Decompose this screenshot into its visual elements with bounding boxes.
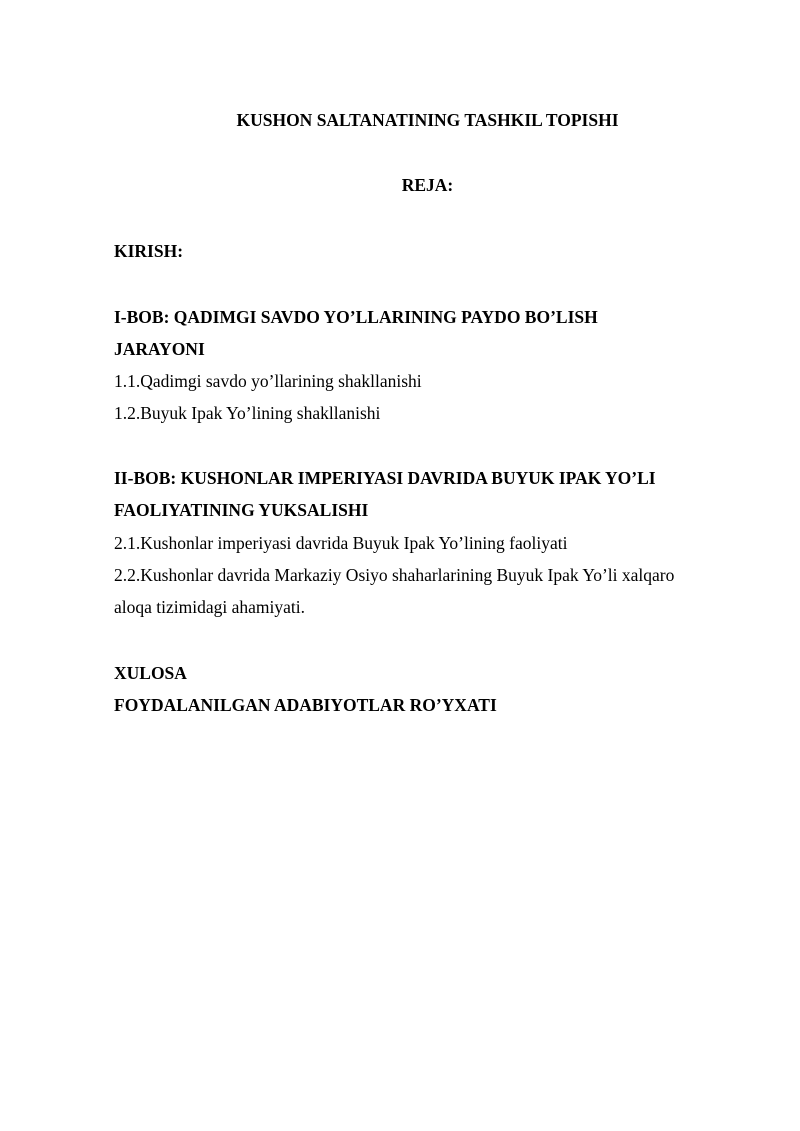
chapter2-heading-line1: II-BOB: KUSHONLAR IMPERIYASI DAVRIDA BUYUK IPAK YO’LI (114, 468, 656, 488)
section-2-2: 2.2.Kushonlar davrida Markaziy Osiyo shaharlarining Buyuk Ipak Yo’li xalqaro (114, 565, 675, 585)
plan-heading: REJA: (401, 175, 454, 195)
chapter1-heading-line2: JARAYONI (114, 339, 205, 359)
section-2-2-continuation: aloqa tizimidagi ahamiyati. (114, 597, 305, 617)
intro-heading: KIRISH: (114, 241, 184, 261)
chapter1-heading-line1: I-BOB: QADIMGI SAVDO YO’LLARINING PAYDO BO’LISH (114, 307, 598, 327)
conclusion-heading: XULOSA (114, 663, 187, 683)
references-heading: FOYDALANILGAN ADABIYOTLAR RO’YXATI (114, 695, 497, 715)
section-2-1: 2.1.Kushonlar imperiyasi davrida Buyuk Ipak Yo’lining faoliyati (114, 533, 568, 553)
chapter2-heading-line2: FAOLIYATINING YUKSALISHI (114, 500, 369, 520)
section-1-1: 1.1.Qadimgi savdo yo’llarining shakllanishi (114, 371, 422, 391)
section-1-2: 1.2.Buyuk Ipak Yo’lining shakllanishi (114, 403, 381, 423)
document-title: KUSHON SALTANATINING TASHKIL TOPISHI (236, 110, 619, 130)
